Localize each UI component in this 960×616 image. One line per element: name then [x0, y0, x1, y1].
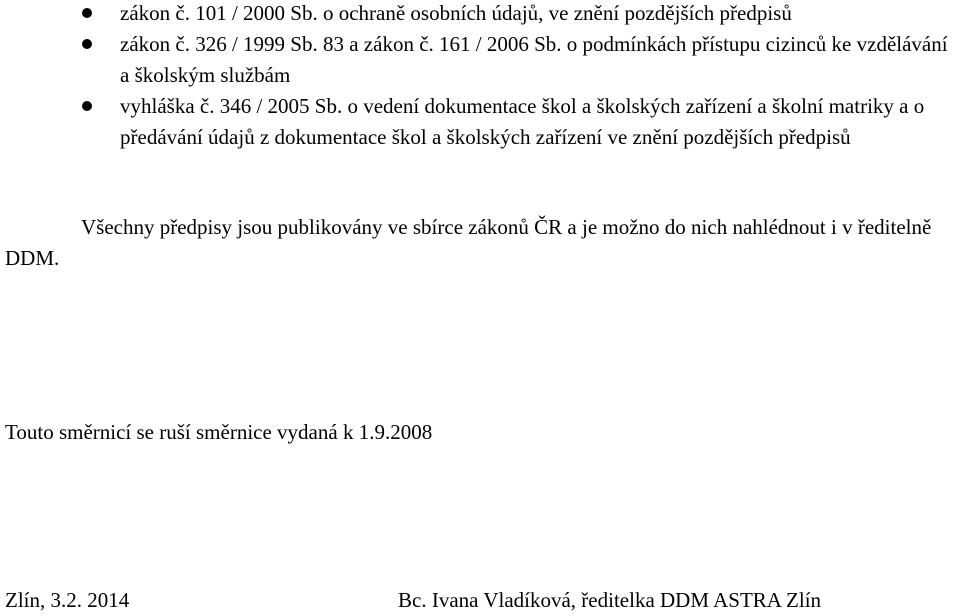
- publication-notice: Všechny předpisy jsou publikovány ve sbírce zákonů ČR a je možno do nich nahlédnout i v ředitelně DDM.: [5, 215, 932, 270]
- list-item: [0, 91, 960, 153]
- bullet-icon: [82, 39, 92, 49]
- bullet-icon: [82, 101, 92, 111]
- regulations-list: [0, 0, 960, 153]
- bullet-icon: [82, 8, 92, 18]
- list-item: [0, 0, 960, 29]
- regulation-text: zákon č. 326 / 1999 Sb. 83 a zákon č. 161 / 2006 Sb. o podmínkách přístupu cizinců ke vzdělávání a školským službám: [120, 32, 948, 87]
- list-item: [0, 29, 960, 91]
- cancellation-statement: Touto směrnicí se ruší směrnice vydaná k 1.9.2008: [5, 420, 433, 444]
- signature-line: Bc. Ivana Vladíková, ředitelka DDM ASTRA Zlín: [398, 588, 822, 612]
- regulation-text: zákon č. 101 / 2000 Sb. o ochraně osobních údajů, ve znění pozdějších předpisů: [120, 1, 792, 25]
- regulation-text: vyhláška č. 346 / 2005 Sb. o vedení dokumentace škol a školských zařízení a školní matriky a o předávání údajů z dokumentace škol a školských zařízení ve znění pozdějších předpisů: [120, 94, 925, 149]
- place-and-date: Zlín, 3.2. 2014: [5, 588, 130, 612]
